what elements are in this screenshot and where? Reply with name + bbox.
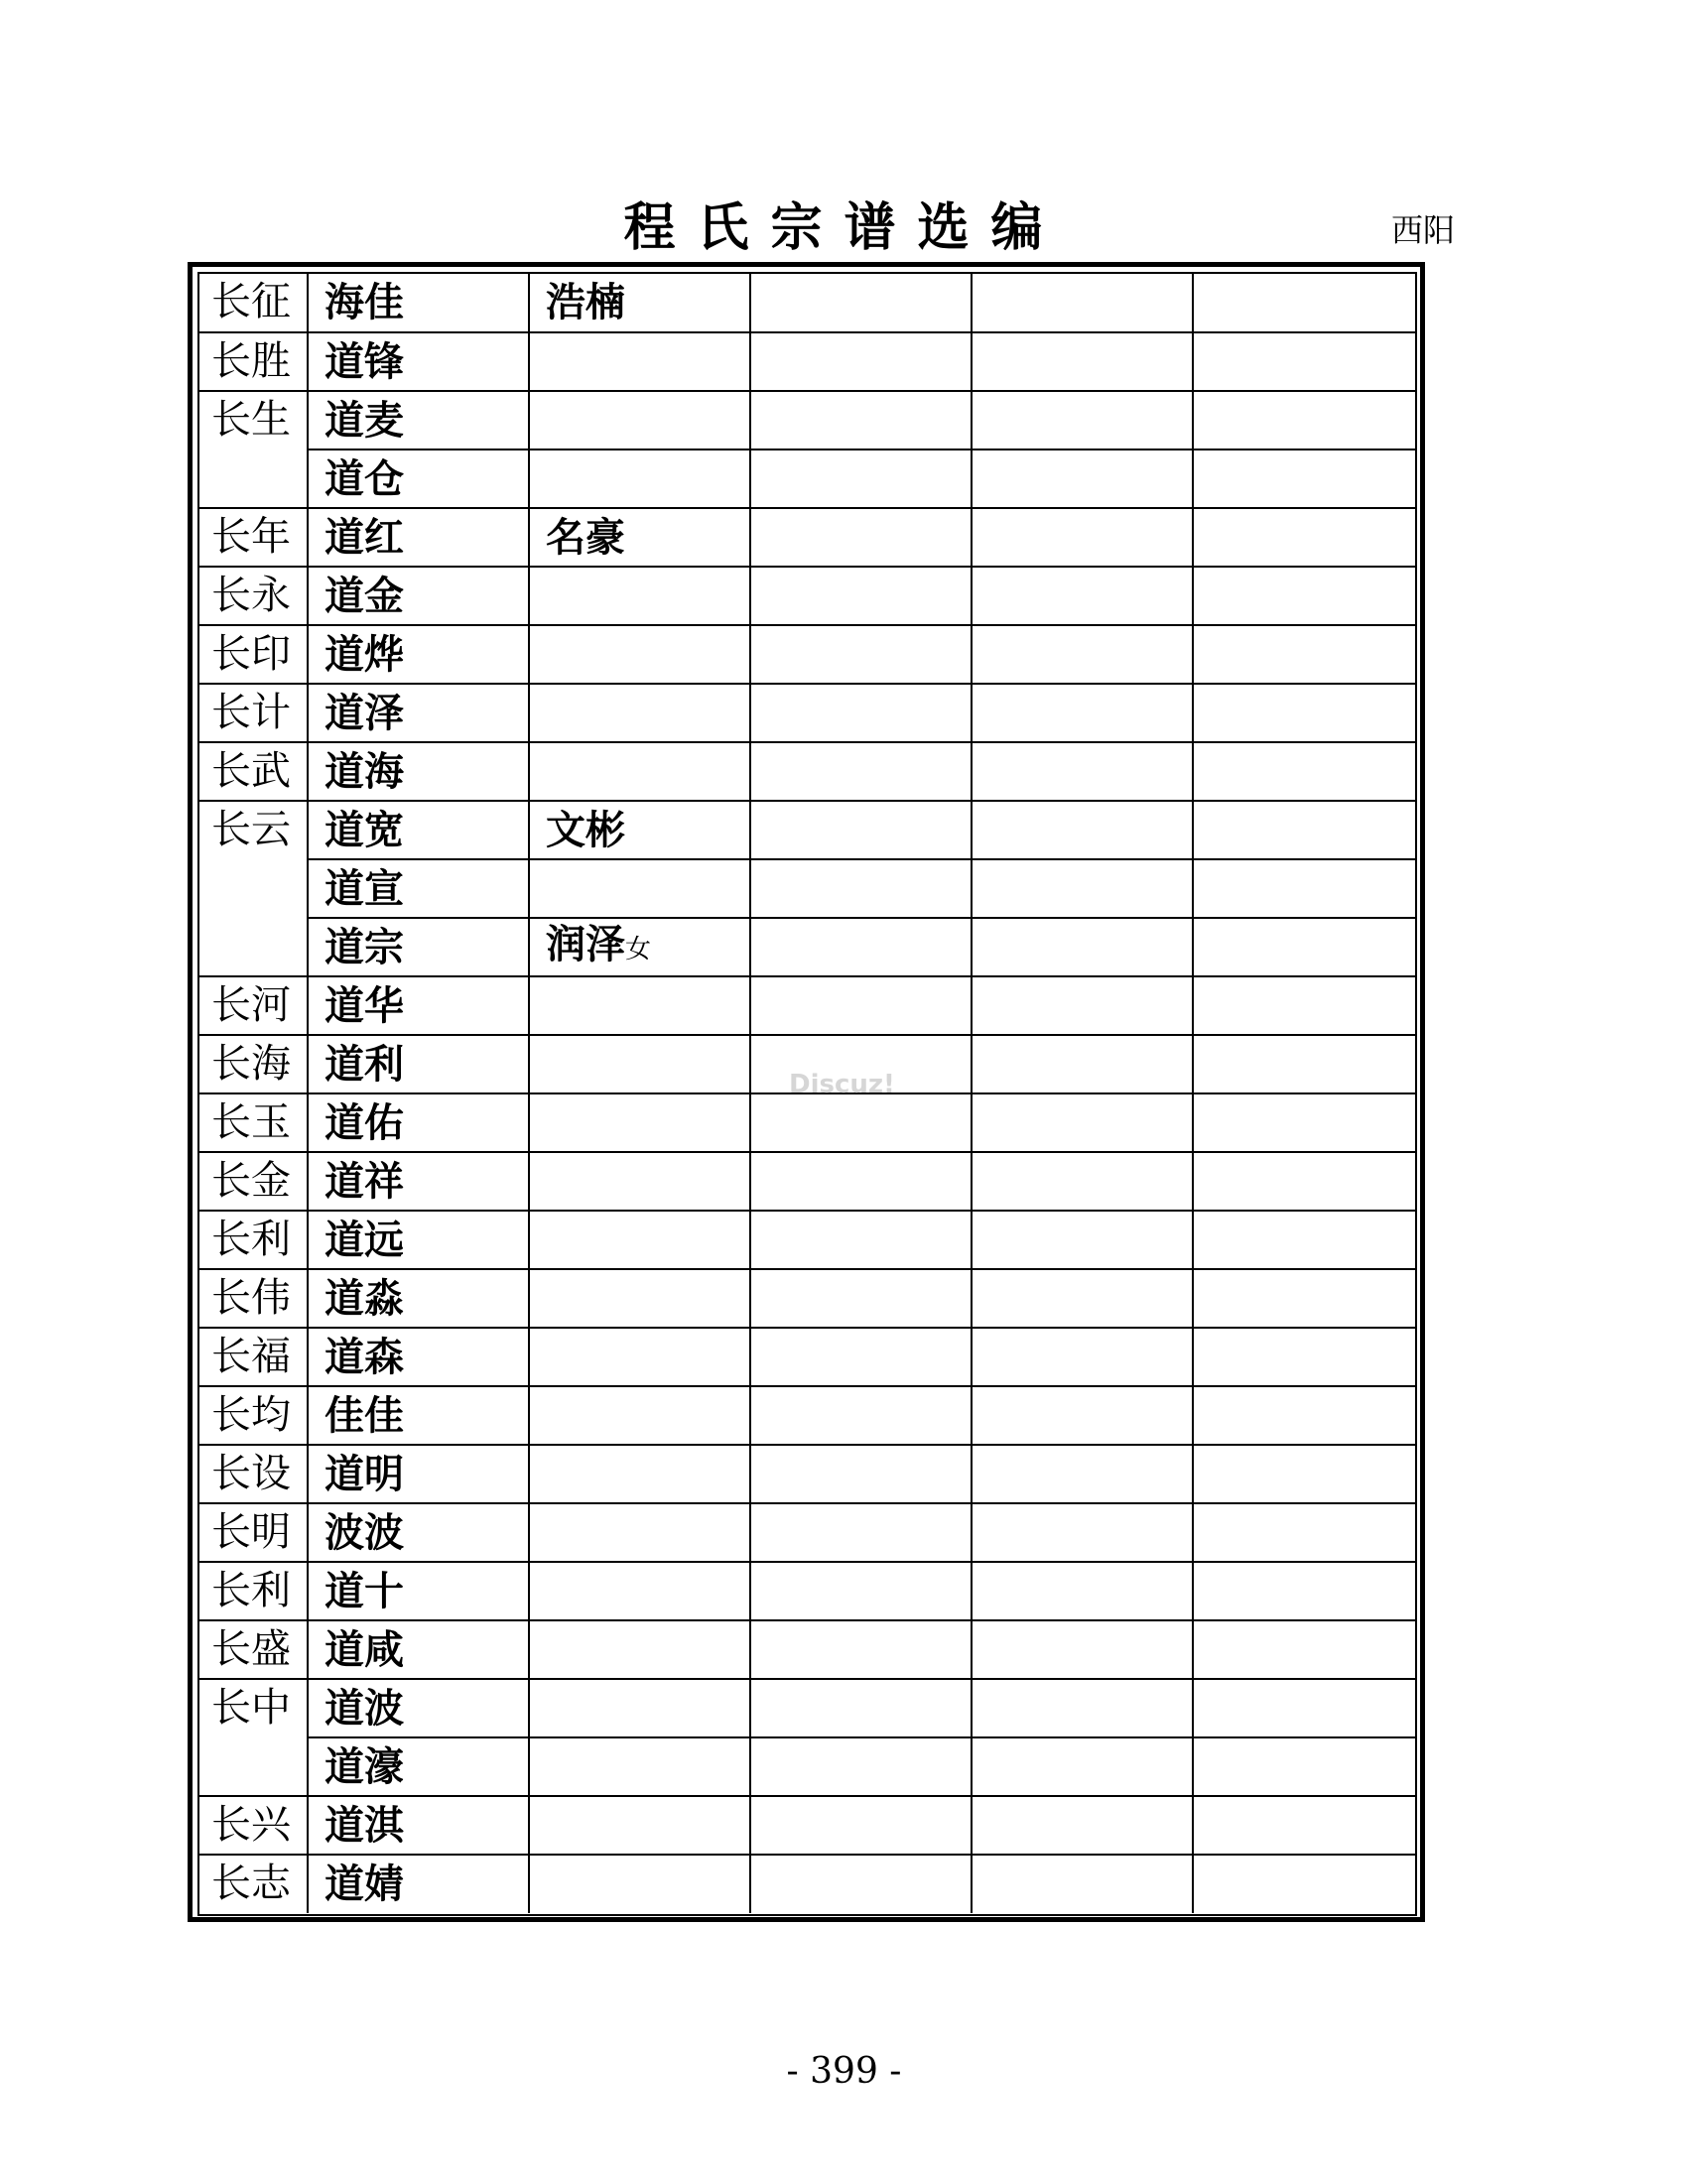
gen2-name-cell: 道海 bbox=[308, 742, 529, 801]
table-row bbox=[199, 1679, 1415, 1737]
watermark: Discuz! bbox=[789, 1070, 895, 1099]
empty-cell bbox=[1193, 567, 1415, 625]
page-title: 程氏宗谱选编 bbox=[623, 197, 1065, 258]
empty-cell bbox=[972, 332, 1193, 391]
region-label: 西阳 bbox=[1391, 211, 1456, 249]
empty-cell bbox=[750, 332, 972, 391]
empty-cell bbox=[972, 1796, 1193, 1855]
gen3-name-cell bbox=[529, 742, 750, 801]
empty-cell bbox=[750, 918, 972, 976]
gen1-name-cell: 长兴 bbox=[199, 1796, 308, 1855]
empty-cell bbox=[1193, 450, 1415, 508]
empty-cell bbox=[972, 391, 1193, 450]
gen1-name-cell: 长伟 bbox=[199, 1269, 308, 1328]
gen2-name-cell: 道利 bbox=[308, 1035, 529, 1093]
empty-cell bbox=[750, 742, 972, 801]
empty-cell bbox=[1193, 391, 1415, 450]
gen2-name-cell: 道烨 bbox=[308, 625, 529, 684]
gen2-name-cell: 道麦 bbox=[308, 391, 529, 450]
empty-cell bbox=[1193, 625, 1415, 684]
gen2-name-cell: 道仓 bbox=[308, 450, 529, 508]
empty-cell bbox=[750, 801, 972, 859]
empty-cell bbox=[972, 1386, 1193, 1445]
table-row bbox=[199, 801, 1415, 859]
empty-cell bbox=[1193, 742, 1415, 801]
table-row bbox=[199, 859, 1415, 918]
gen1-name-cell: 长中 bbox=[199, 1679, 308, 1796]
gen1-name-cell: 长志 bbox=[199, 1855, 308, 1913]
empty-cell bbox=[750, 1620, 972, 1679]
gen2-name-cell: 道祥 bbox=[308, 1152, 529, 1211]
empty-cell bbox=[972, 976, 1193, 1035]
gen2-name-cell: 道咸 bbox=[308, 1620, 529, 1679]
table-row bbox=[199, 1386, 1415, 1445]
empty-cell bbox=[750, 1445, 972, 1503]
empty-cell bbox=[1193, 918, 1415, 976]
empty-cell bbox=[750, 1796, 972, 1855]
empty-cell bbox=[1193, 801, 1415, 859]
page-number: - 399 - bbox=[786, 2051, 902, 2092]
gen2-name-cell: 佳佳 bbox=[308, 1386, 529, 1445]
table-row bbox=[199, 976, 1415, 1035]
gen3-name-cell bbox=[529, 1328, 750, 1386]
gen2-name-cell: 道宗 bbox=[308, 918, 529, 976]
gen1-name-cell: 长计 bbox=[199, 684, 308, 742]
gen3-name-cell bbox=[529, 625, 750, 684]
empty-cell bbox=[972, 274, 1193, 332]
empty-cell bbox=[972, 1152, 1193, 1211]
empty-cell bbox=[1193, 1855, 1415, 1913]
gen1-name-cell: 长印 bbox=[199, 625, 308, 684]
gen1-name-cell: 长河 bbox=[199, 976, 308, 1035]
empty-cell bbox=[750, 684, 972, 742]
gen2-name-cell: 道远 bbox=[308, 1211, 529, 1269]
table-row bbox=[199, 742, 1415, 801]
empty-cell bbox=[1193, 859, 1415, 918]
gen3-name-cell bbox=[529, 1796, 750, 1855]
empty-cell bbox=[1193, 1386, 1415, 1445]
table-row bbox=[199, 1562, 1415, 1620]
gen2-name-cell: 道宽 bbox=[308, 801, 529, 859]
table-row bbox=[199, 274, 1415, 332]
empty-cell bbox=[1193, 1035, 1415, 1093]
empty-cell bbox=[1193, 1796, 1415, 1855]
empty-cell bbox=[750, 1503, 972, 1562]
table-row bbox=[199, 1328, 1415, 1386]
empty-cell bbox=[750, 391, 972, 450]
empty-cell bbox=[750, 1562, 972, 1620]
empty-cell bbox=[750, 976, 972, 1035]
gen3-name: 名豪 bbox=[546, 514, 625, 561]
gen2-name-cell: 道泽 bbox=[308, 684, 529, 742]
empty-cell bbox=[1193, 1620, 1415, 1679]
empty-cell bbox=[1193, 1328, 1415, 1386]
gen1-name-cell: 长武 bbox=[199, 742, 308, 801]
table-row bbox=[199, 567, 1415, 625]
gen1-name-cell: 长永 bbox=[199, 567, 308, 625]
gen3-name-cell bbox=[529, 1035, 750, 1093]
gen2-name-cell: 道淼 bbox=[308, 1269, 529, 1328]
gen2-name-cell: 道宣 bbox=[308, 859, 529, 918]
empty-cell bbox=[972, 1211, 1193, 1269]
empty-cell bbox=[1193, 1445, 1415, 1503]
table-row bbox=[199, 1269, 1415, 1328]
empty-cell bbox=[972, 625, 1193, 684]
empty-cell bbox=[750, 1855, 972, 1913]
gen2-name-cell: 道明 bbox=[308, 1445, 529, 1503]
empty-cell bbox=[972, 1269, 1193, 1328]
table-row bbox=[199, 918, 1415, 976]
empty-cell bbox=[972, 1035, 1193, 1093]
empty-cell bbox=[972, 742, 1193, 801]
gen2-name-cell: 海佳 bbox=[308, 274, 529, 332]
empty-cell bbox=[972, 508, 1193, 567]
gen1-name-cell: 长玉 bbox=[199, 1093, 308, 1152]
empty-cell bbox=[972, 1737, 1193, 1796]
empty-cell bbox=[1193, 684, 1415, 742]
empty-cell bbox=[972, 1503, 1193, 1562]
empty-cell bbox=[750, 508, 972, 567]
empty-cell bbox=[972, 1445, 1193, 1503]
empty-cell bbox=[750, 1093, 972, 1152]
table-row bbox=[199, 332, 1415, 391]
gen1-name-cell: 长征 bbox=[199, 274, 308, 332]
empty-cell bbox=[750, 274, 972, 332]
empty-cell bbox=[750, 1328, 972, 1386]
gen3-name-cell bbox=[529, 1737, 750, 1796]
empty-cell bbox=[1193, 1211, 1415, 1269]
gen3-name-cell bbox=[529, 1152, 750, 1211]
gen1-name-cell: 长海 bbox=[199, 1035, 308, 1093]
gen3-name-cell bbox=[529, 918, 750, 976]
gen1-name-cell: 长胜 bbox=[199, 332, 308, 391]
gen1-name-cell: 长生 bbox=[199, 391, 308, 508]
table-row bbox=[199, 508, 1415, 567]
empty-cell bbox=[1193, 332, 1415, 391]
gen2-name-cell: 道红 bbox=[308, 508, 529, 567]
empty-cell bbox=[750, 567, 972, 625]
gen3-name-cell bbox=[529, 391, 750, 450]
gen3-name-cell bbox=[529, 859, 750, 918]
empty-cell bbox=[750, 450, 972, 508]
gen3-name-cell bbox=[529, 508, 750, 567]
empty-cell bbox=[1193, 1269, 1415, 1328]
gen2-name-cell: 道十 bbox=[308, 1562, 529, 1620]
empty-cell bbox=[972, 450, 1193, 508]
gen2-name-cell: 道淇 bbox=[308, 1796, 529, 1855]
empty-cell bbox=[750, 859, 972, 918]
gen3-name-cell bbox=[529, 1269, 750, 1328]
gen3-name-cell bbox=[529, 567, 750, 625]
empty-cell bbox=[972, 684, 1193, 742]
table-row bbox=[199, 1445, 1415, 1503]
empty-cell bbox=[1193, 508, 1415, 567]
empty-cell bbox=[1193, 1679, 1415, 1737]
gen3-name-cell bbox=[529, 801, 750, 859]
gen3-name: 文彬 bbox=[546, 807, 625, 853]
empty-cell bbox=[972, 1620, 1193, 1679]
empty-cell bbox=[972, 918, 1193, 976]
empty-cell bbox=[750, 1269, 972, 1328]
table-row bbox=[199, 1737, 1415, 1796]
table-row bbox=[199, 1211, 1415, 1269]
table-row bbox=[199, 391, 1415, 450]
gen2-name-cell: 道锋 bbox=[308, 332, 529, 391]
empty-cell bbox=[972, 1328, 1193, 1386]
table-row bbox=[199, 450, 1415, 508]
empty-cell bbox=[972, 1093, 1193, 1152]
gen3-name-cell bbox=[529, 332, 750, 391]
table-row bbox=[199, 1093, 1415, 1152]
gen3-name-cell bbox=[529, 1445, 750, 1503]
gen1-name-cell: 长均 bbox=[199, 1386, 308, 1445]
gen3-name-cell bbox=[529, 1620, 750, 1679]
gen3-name: 润泽 bbox=[546, 922, 625, 967]
empty-cell bbox=[1193, 1152, 1415, 1211]
empty-cell bbox=[1193, 1503, 1415, 1562]
gen1-name-cell: 长设 bbox=[199, 1445, 308, 1503]
gen1-name-cell: 长福 bbox=[199, 1328, 308, 1386]
gen3-name-cell bbox=[529, 976, 750, 1035]
gen3-name-cell bbox=[529, 450, 750, 508]
gen2-name-cell: 波波 bbox=[308, 1503, 529, 1562]
empty-cell bbox=[1193, 1562, 1415, 1620]
empty-cell bbox=[750, 1386, 972, 1445]
empty-cell bbox=[972, 567, 1193, 625]
gen3-name-cell bbox=[529, 1211, 750, 1269]
gen1-name-cell: 长明 bbox=[199, 1503, 308, 1562]
gen2-name-cell: 道波 bbox=[308, 1679, 529, 1737]
gen1-name-cell: 长金 bbox=[199, 1152, 308, 1211]
empty-cell bbox=[1193, 1737, 1415, 1796]
empty-cell bbox=[972, 1562, 1193, 1620]
gen2-name-cell: 道森 bbox=[308, 1328, 529, 1386]
gen3-name-cell bbox=[529, 1503, 750, 1562]
table-row bbox=[199, 1796, 1415, 1855]
empty-cell bbox=[750, 1152, 972, 1211]
table-row bbox=[199, 625, 1415, 684]
table-row bbox=[199, 1152, 1415, 1211]
gen3-name-cell bbox=[529, 1093, 750, 1152]
gen2-name-cell: 道濠 bbox=[308, 1737, 529, 1796]
table-row bbox=[199, 684, 1415, 742]
empty-cell bbox=[972, 1679, 1193, 1737]
empty-cell bbox=[972, 859, 1193, 918]
gen3-name-cell bbox=[529, 1855, 750, 1913]
gen3-name: 浩楠 bbox=[546, 280, 625, 325]
empty-cell bbox=[972, 801, 1193, 859]
empty-cell bbox=[750, 1737, 972, 1796]
gen3-name-cell bbox=[529, 1562, 750, 1620]
gen1-name-cell: 长云 bbox=[199, 801, 308, 976]
gen1-name-cell: 长利 bbox=[199, 1211, 308, 1269]
empty-cell bbox=[1193, 1093, 1415, 1152]
gen2-name-cell: 道华 bbox=[308, 976, 529, 1035]
empty-cell bbox=[750, 1211, 972, 1269]
gen1-name-cell: 长盛 bbox=[199, 1620, 308, 1679]
empty-cell bbox=[972, 1855, 1193, 1913]
table-row bbox=[199, 1855, 1415, 1913]
sex-mark: 女 bbox=[625, 935, 652, 964]
table-row bbox=[199, 1503, 1415, 1562]
empty-cell bbox=[750, 625, 972, 684]
gen2-name-cell: 道佑 bbox=[308, 1093, 529, 1152]
gen3-name-cell bbox=[529, 1679, 750, 1737]
gen3-name-cell bbox=[529, 1386, 750, 1445]
empty-cell bbox=[1193, 976, 1415, 1035]
gen1-name-cell: 长年 bbox=[199, 508, 308, 567]
table-row bbox=[199, 1620, 1415, 1679]
empty-cell bbox=[1193, 274, 1415, 332]
gen3-name-cell bbox=[529, 274, 750, 332]
empty-cell bbox=[750, 1679, 972, 1737]
gen1-name-cell: 长利 bbox=[199, 1562, 308, 1620]
gen2-name-cell: 道婧 bbox=[308, 1855, 529, 1913]
gen2-name-cell: 道金 bbox=[308, 567, 529, 625]
gen3-name-cell bbox=[529, 684, 750, 742]
